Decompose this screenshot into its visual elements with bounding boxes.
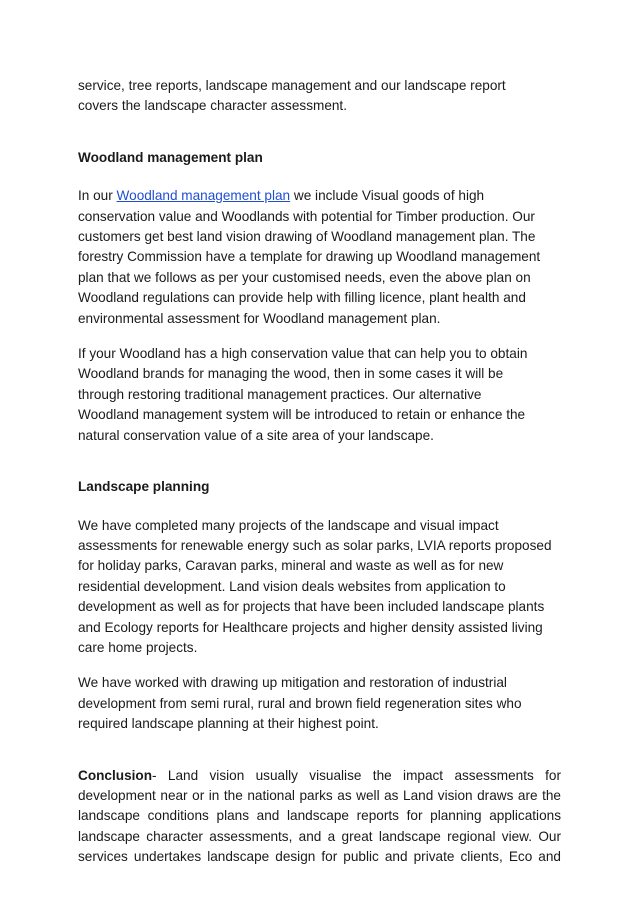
woodland-heading: Woodland management plan <box>78 149 263 165</box>
woodland-management-plan-link[interactable]: Woodland management plan <box>116 188 291 204</box>
spacer <box>78 329 561 344</box>
landscape-paragraph-2: We have worked with drawing up mitigation and restoration of industrial development from semi rural, rural and brown field regeneration sites who required landscape planning at their highest point. <box>78 675 522 732</box>
landscape-paragraph-1: We have completed many projects of the landscape and visual impact assessments for renewable energy such as solar parks, LVIA reports proposed for holiday parks, Caravan parks, mineral and waste as well as for new residential development. Land vision deals websites from application to development as well as for projects that have been included landscape plants and Ecology reports for Healthcare projects and higher density assisted living care home projects. <box>78 517 552 655</box>
spacer <box>78 168 561 186</box>
woodland-p1-prefix: In our <box>78 188 117 204</box>
woodland-paragraph-1 <box>78 186 561 329</box>
landscape-heading: Landscape planning <box>78 479 210 495</box>
intro-paragraph: service, tree reports, landscape management and our landscape report covers the landscape character assessment. <box>78 78 506 114</box>
spacer <box>78 498 561 516</box>
conclusion-label: Conclusion <box>78 767 153 783</box>
document-page <box>78 76 561 868</box>
spacer <box>78 735 561 766</box>
conclusion-paragraph <box>78 766 561 868</box>
woodland-p1-rest: we include Visual goods of high conservation value and Woodlands with potential for Timber production. Our customers get best land vision drawing of Woodland management plan. The forestry Commission have a template for drawing up Woodland management plan that we follows as per your customised needs, even the above plan on Woodland regulations can provide help with filling licence, plant health and environmental assessment for Woodland management plan. <box>78 188 541 326</box>
woodland-paragraph-2: If your Woodland has a high conservation value that can help you to obtain Woodland brands for managing the wood, then in some cases it will be through restoring traditional management practices. Our alternative Woodland management system will be introduced to retain or enhance the natural conservation value of a site area of your landscape. <box>78 346 528 443</box>
spacer <box>78 446 561 477</box>
spacer <box>78 117 561 148</box>
spacer <box>78 658 561 673</box>
conclusion-text: - Land vision usually visualise the impact assessments for development near or in the national parks as well as Land vision draws are the landscape conditions plans and landscape reports for planning applications landscape character assessments, and a great landscape regional view. Our services undertakes landscape design for public and private clients, Eco and <box>78 767 561 865</box>
